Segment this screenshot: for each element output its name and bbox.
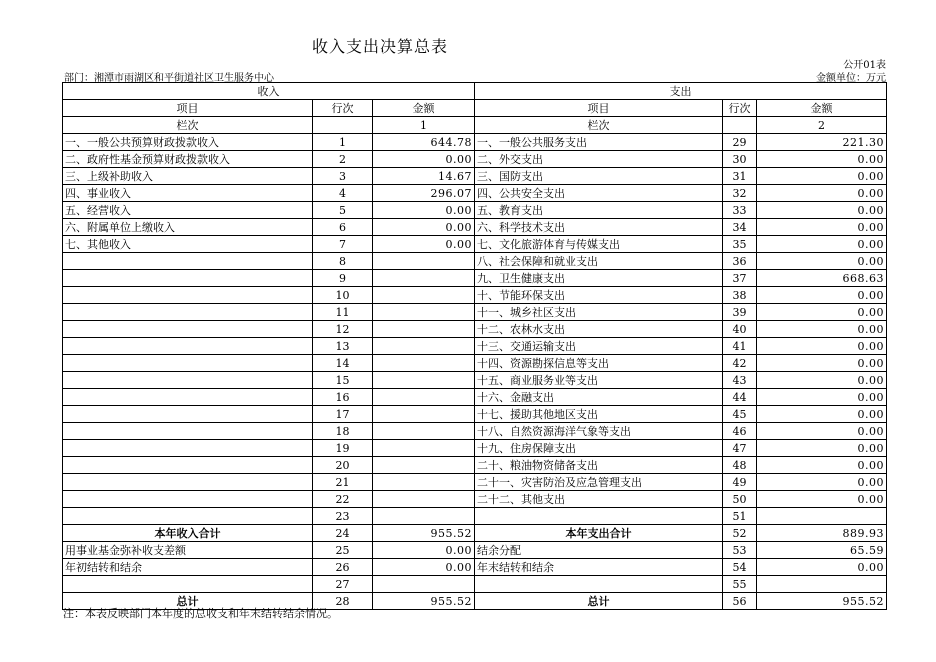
footnote: 注：本表反映部门本年度的总收支和年末结转结余情况。: [63, 607, 338, 620]
income-column-label: 栏次: [63, 117, 313, 134]
income-item-cell: [63, 304, 313, 321]
income-line-cell: 16: [313, 389, 373, 406]
income-item-cell: 七、其他收入: [63, 236, 313, 253]
page-title: 收入支出决算总表: [311, 37, 448, 56]
income-item-cell: 本年收入合计: [63, 525, 313, 542]
income-item-cell: 二、政府性基金预算财政拨款收入: [63, 151, 313, 168]
expense-item-cell: 三、国防支出: [475, 168, 723, 185]
expense-line-cell: 38: [723, 287, 757, 304]
expense-amount-cell: 0.00: [757, 406, 887, 423]
expense-item-cell: 十三、交通运输支出: [475, 338, 723, 355]
income-line-cell: 20: [313, 457, 373, 474]
expense-line-cell: 45: [723, 406, 757, 423]
header-row-columns: [63, 100, 887, 117]
expense-item-cell: 十二、农林水支出: [475, 321, 723, 338]
income-item-cell: 总计: [63, 593, 313, 610]
expense-amount-cell: 0.00: [757, 202, 887, 219]
income-item-cell: [63, 474, 313, 491]
expense-amount-cell: 0.00: [757, 321, 887, 338]
expense-amount-cell: 0.00: [757, 491, 887, 508]
expense-amount-cell: 0.00: [757, 355, 887, 372]
income-line-cell: 18: [313, 423, 373, 440]
income-line-cell: 3: [313, 168, 373, 185]
income-amount-cell: [373, 321, 475, 338]
income-item-cell: [63, 457, 313, 474]
income-item-cell: [63, 338, 313, 355]
expense-item-cell: 八、社会保障和就业支出: [475, 253, 723, 270]
expense-item-cell: 年末结转和结余: [475, 559, 723, 576]
income-line-cell: 10: [313, 287, 373, 304]
table-row: [63, 151, 887, 168]
expense-amount-cell: 0.00: [757, 559, 887, 576]
expense-line-cell: 32: [723, 185, 757, 202]
header-row-sections: [63, 83, 887, 100]
expense-line-cell: 53: [723, 542, 757, 559]
expense-item-cell: 十九、住房保障支出: [475, 440, 723, 457]
income-amount-cell: [373, 457, 475, 474]
table-body: [63, 134, 887, 610]
expense-line-cell: 40: [723, 321, 757, 338]
table-row: [63, 457, 887, 474]
income-line-cell: 11: [313, 304, 373, 321]
expense-item-cell: 六、科学技术支出: [475, 219, 723, 236]
table-row: [63, 338, 887, 355]
expense-line-cell: 50: [723, 491, 757, 508]
income-amount-cell: 14.67: [373, 168, 475, 185]
budget-table: [62, 82, 887, 610]
table-row: [63, 168, 887, 185]
income-line-cell: 14: [313, 355, 373, 372]
expense-column-number: 2: [757, 117, 887, 134]
expense-line-cell: 46: [723, 423, 757, 440]
expense-line-cell: 42: [723, 355, 757, 372]
income-amount-cell: 0.00: [373, 202, 475, 219]
expense-column-label: 栏次: [475, 117, 723, 134]
table-row: [63, 236, 887, 253]
table-row: [63, 559, 887, 576]
income-line-cell: 24: [313, 525, 373, 542]
income-item-cell: 一、一般公共预算财政拨款收入: [63, 134, 313, 151]
expense-line-cell: 48: [723, 457, 757, 474]
expense-line-cell: 43: [723, 372, 757, 389]
expense-item-cell: 总计: [475, 593, 723, 610]
income-amount-cell: [373, 491, 475, 508]
expense-item-cell: 十四、资源勘探信息等支出: [475, 355, 723, 372]
expense-item-cell: 一、一般公共服务支出: [475, 134, 723, 151]
expense-item-cell: 九、卫生健康支出: [475, 270, 723, 287]
expense-line-cell: 34: [723, 219, 757, 236]
table-row: [63, 185, 887, 202]
income-amount-cell: [373, 355, 475, 372]
expense-item-cell: 十六、金融支出: [475, 389, 723, 406]
department-label: 部门：湘潭市雨湖区和平街道社区卫生服务中心: [64, 73, 274, 84]
income-item-cell: [63, 372, 313, 389]
income-amount-cell: [373, 423, 475, 440]
table-row: [63, 423, 887, 440]
expense-line-cell: 29: [723, 134, 757, 151]
income-item-header: 项目: [63, 100, 313, 117]
expense-line-cell: 54: [723, 559, 757, 576]
income-amount-cell: [373, 253, 475, 270]
table-row: [63, 389, 887, 406]
table-row: [63, 372, 887, 389]
expense-amount-cell: [757, 576, 887, 593]
expense-amount-cell: 0.00: [757, 457, 887, 474]
income-item-cell: 三、上级补助收入: [63, 168, 313, 185]
expense-line-cell: 35: [723, 236, 757, 253]
table-row: [63, 202, 887, 219]
expense-amount-cell: 889.93: [757, 525, 887, 542]
income-item-cell: 年初结转和结余: [63, 559, 313, 576]
expense-line-cell: 33: [723, 202, 757, 219]
income-line-cell: 2: [313, 151, 373, 168]
income-item-cell: 五、经营收入: [63, 202, 313, 219]
expense-amount-cell: 0.00: [757, 372, 887, 389]
table-row: [63, 321, 887, 338]
expense-amount-cell: 668.63: [757, 270, 887, 287]
expense-line-cell: 39: [723, 304, 757, 321]
table-row: [63, 440, 887, 457]
table-row: [63, 287, 887, 304]
income-item-cell: [63, 253, 313, 270]
income-amount-cell: [373, 474, 475, 491]
income-amount-cell: [373, 270, 475, 287]
expense-amount-cell: 0.00: [757, 236, 887, 253]
expense-amount-cell: 0.00: [757, 151, 887, 168]
expense-amount-cell: 0.00: [757, 253, 887, 270]
table-row: [63, 355, 887, 372]
income-line-cell: 15: [313, 372, 373, 389]
expense-item-header: 项目: [475, 100, 723, 117]
expense-line-cell: 55: [723, 576, 757, 593]
income-line-cell: 8: [313, 253, 373, 270]
income-item-cell: [63, 389, 313, 406]
income-line-cell: 6: [313, 219, 373, 236]
income-amount-cell: [373, 304, 475, 321]
income-line-cell: 7: [313, 236, 373, 253]
income-item-cell: [63, 440, 313, 457]
expense-section-header: 支出: [475, 83, 887, 100]
expense-line-header: 行次: [723, 100, 757, 117]
income-section-header: 收入: [63, 83, 475, 100]
income-amount-cell: 0.00: [373, 219, 475, 236]
income-line-header: 行次: [313, 100, 373, 117]
income-amount-cell: 0.00: [373, 559, 475, 576]
income-item-cell: [63, 355, 313, 372]
expense-item-cell: 十一、城乡社区支出: [475, 304, 723, 321]
income-line-cell: 23: [313, 508, 373, 525]
expense-amount-cell: 0.00: [757, 440, 887, 457]
income-item-cell: 六、附属单位上缴收入: [63, 219, 313, 236]
expense-amount-cell: 0.00: [757, 338, 887, 355]
income-item-cell: [63, 423, 313, 440]
income-amount-cell: 955.52: [373, 525, 475, 542]
table-row: [63, 406, 887, 423]
expense-line-cell: 47: [723, 440, 757, 457]
income-item-cell: [63, 576, 313, 593]
income-line-cell: 17: [313, 406, 373, 423]
income-amount-cell: 955.52: [373, 593, 475, 610]
expense-line-cell: 51: [723, 508, 757, 525]
income-line-cell: 1: [313, 134, 373, 151]
expense-item-cell: 本年支出合计: [475, 525, 723, 542]
income-line-cell: 25: [313, 542, 373, 559]
table-row: [63, 576, 887, 593]
expense-item-cell: 十五、商业服务业等支出: [475, 372, 723, 389]
expense-amount-cell: 0.00: [757, 287, 887, 304]
income-line-cell: 9: [313, 270, 373, 287]
income-line-cell: 21: [313, 474, 373, 491]
income-item-cell: [63, 270, 313, 287]
expense-item-cell: 四、公共安全支出: [475, 185, 723, 202]
header-row-column-index: [63, 117, 887, 134]
income-line-cell: 27: [313, 576, 373, 593]
income-amount-cell: [373, 389, 475, 406]
expense-line-cell: 36: [723, 253, 757, 270]
form-code: 公开01表: [843, 60, 886, 71]
income-item-cell: 四、事业收入: [63, 185, 313, 202]
expense-amount-cell: 955.52: [757, 593, 887, 610]
expense-line-cell: 37: [723, 270, 757, 287]
expense-amount-cell: 0.00: [757, 168, 887, 185]
income-amount-cell: [373, 508, 475, 525]
income-line-cell: 22: [313, 491, 373, 508]
income-amount-cell: [373, 576, 475, 593]
income-line-cell: 13: [313, 338, 373, 355]
table-row: [63, 304, 887, 321]
table-row: [63, 525, 887, 542]
income-item-cell: [63, 321, 313, 338]
income-line-cell: 28: [313, 593, 373, 610]
income-line-cell: 5: [313, 202, 373, 219]
income-amount-cell: [373, 372, 475, 389]
income-amount-cell: 0.00: [373, 236, 475, 253]
expense-item-cell: 十八、自然资源海洋气象等支出: [475, 423, 723, 440]
table-row: [63, 474, 887, 491]
expense-line-cell: 30: [723, 151, 757, 168]
table-row: [63, 491, 887, 508]
expense-item-cell: 二十二、其他支出: [475, 491, 723, 508]
expense-item-cell: 五、教育支出: [475, 202, 723, 219]
expense-item-cell: [475, 576, 723, 593]
table-row: [63, 270, 887, 287]
expense-line-cell: 41: [723, 338, 757, 355]
income-item-cell: [63, 287, 313, 304]
income-amount-cell: [373, 440, 475, 457]
expense-item-cell: 二十、粮油物资储备支出: [475, 457, 723, 474]
income-amount-cell: [373, 287, 475, 304]
income-item-cell: [63, 508, 313, 525]
table-row: [63, 508, 887, 525]
expense-item-cell: 十七、援助其他地区支出: [475, 406, 723, 423]
income-amount-cell: [373, 406, 475, 423]
expense-line-cell: 52: [723, 525, 757, 542]
expense-line-cell: 49: [723, 474, 757, 491]
expense-amount-header: 金额: [757, 100, 887, 117]
expense-line-cell: 44: [723, 389, 757, 406]
expense-amount-cell: 0.00: [757, 219, 887, 236]
income-line-cell: 4: [313, 185, 373, 202]
expense-item-cell: 二十一、灾害防治及应急管理支出: [475, 474, 723, 491]
expense-amount-cell: 0.00: [757, 423, 887, 440]
expense-line-cell: 31: [723, 168, 757, 185]
income-item-cell: [63, 406, 313, 423]
expense-item-cell: 二、外交支出: [475, 151, 723, 168]
income-amount-cell: 644.78: [373, 134, 475, 151]
income-amount-cell: 0.00: [373, 151, 475, 168]
table-row: [63, 134, 887, 151]
income-amount-header: 金额: [373, 100, 475, 117]
table-row: [63, 219, 887, 236]
unit-label: 金额单位：万元: [816, 73, 886, 84]
income-line-cell: 12: [313, 321, 373, 338]
expense-item-cell: 七、文化旅游体育与传媒支出: [475, 236, 723, 253]
table-row: [63, 542, 887, 559]
expense-item-cell: 结余分配: [475, 542, 723, 559]
income-amount-cell: [373, 338, 475, 355]
expense-column-line-blank: [723, 117, 757, 134]
expense-item-cell: 十、节能环保支出: [475, 287, 723, 304]
expense-amount-cell: 0.00: [757, 474, 887, 491]
expense-amount-cell: 221.30: [757, 134, 887, 151]
income-item-cell: [63, 491, 313, 508]
income-line-cell: 19: [313, 440, 373, 457]
income-column-number: 1: [373, 117, 475, 134]
income-line-cell: 26: [313, 559, 373, 576]
table-row: [63, 253, 887, 270]
expense-line-cell: 56: [723, 593, 757, 610]
expense-amount-cell: 0.00: [757, 389, 887, 406]
expense-amount-cell: 0.00: [757, 185, 887, 202]
expense-amount-cell: 0.00: [757, 304, 887, 321]
income-amount-cell: 0.00: [373, 542, 475, 559]
income-column-line-blank: [313, 117, 373, 134]
expense-item-cell: [475, 508, 723, 525]
income-item-cell: 用事业基金弥补收支差额: [63, 542, 313, 559]
expense-amount-cell: [757, 508, 887, 525]
income-amount-cell: 296.07: [373, 185, 475, 202]
expense-amount-cell: 65.59: [757, 542, 887, 559]
